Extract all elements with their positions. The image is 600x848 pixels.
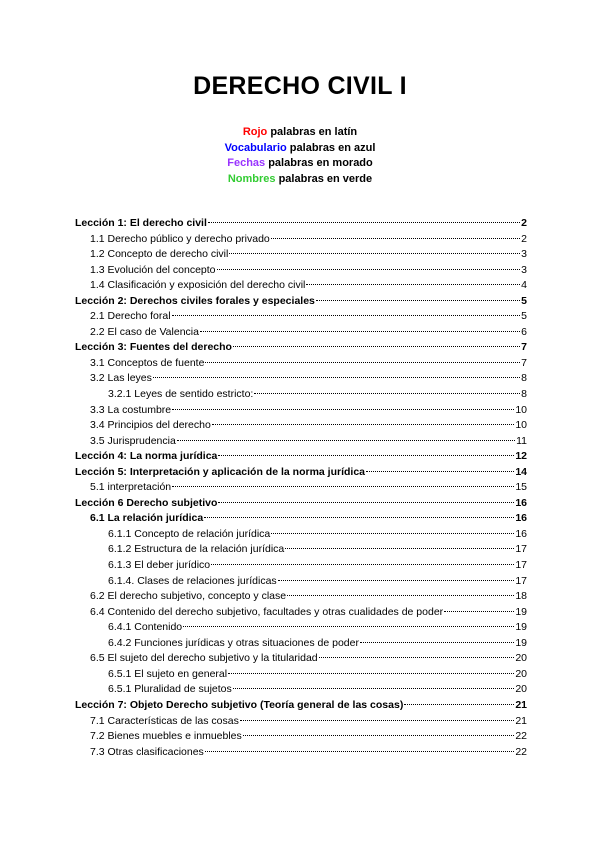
color-legend xyxy=(0,125,600,187)
toc-entry[interactable] xyxy=(75,263,527,279)
toc-leader-dots xyxy=(229,252,520,254)
toc-page-number: 19 xyxy=(515,621,527,634)
toc-page-number: 20 xyxy=(515,683,527,696)
toc-entry[interactable] xyxy=(75,216,527,232)
toc-page-number: 22 xyxy=(515,745,527,758)
toc-page-number: 3 xyxy=(521,263,527,276)
toc-page-number: 17 xyxy=(515,559,527,572)
toc-entry-label: 1.1 Derecho público y derecho privado xyxy=(90,232,270,245)
toc-leader-dots xyxy=(285,547,514,549)
toc-entry[interactable] xyxy=(75,465,527,481)
toc-entry[interactable] xyxy=(75,542,527,558)
toc-entry-label: 6.1 La relación jurídica xyxy=(90,512,204,525)
toc-entry[interactable] xyxy=(75,387,527,403)
toc-page-number: 15 xyxy=(515,481,527,494)
toc-entry[interactable] xyxy=(75,480,527,496)
toc-page-number: 17 xyxy=(515,543,527,556)
toc-entry[interactable] xyxy=(75,714,527,730)
toc-page-number: 19 xyxy=(515,605,527,618)
toc-leader-dots xyxy=(218,454,514,456)
toc-entry-label: 6.1.3 El deber jurídico xyxy=(108,559,211,572)
legend-item-names xyxy=(0,172,600,188)
toc-leader-dots xyxy=(205,361,520,363)
toc-entry-label: Lección 6 Derecho subjetivo xyxy=(75,496,218,509)
table-of-contents xyxy=(75,216,527,760)
toc-entry[interactable] xyxy=(75,294,527,310)
toc-entry[interactable] xyxy=(75,651,527,667)
toc-page-number: 4 xyxy=(521,279,527,292)
legend-key: Nombres xyxy=(227,172,276,185)
toc-entry-label: Lección 5: Interpretación y aplicación de la norma jurídica xyxy=(75,465,366,478)
toc-leader-dots xyxy=(233,345,520,347)
toc-entry-label: 6.2 El derecho subjetivo, concepto y clase xyxy=(90,590,287,603)
legend-key: Vocabulario xyxy=(224,141,287,154)
toc-leader-dots xyxy=(212,423,514,425)
toc-leader-dots xyxy=(204,516,514,518)
toc-entry[interactable] xyxy=(75,403,527,419)
toc-entry-label: 3.4 Principios del derecho xyxy=(90,419,211,432)
toc-page-number: 16 xyxy=(515,512,527,525)
toc-leader-dots xyxy=(271,237,520,239)
toc-entry-label: 1.4 Clasificación y exposición del derecho civil xyxy=(90,279,306,292)
toc-leader-dots xyxy=(319,656,515,658)
toc-leader-dots xyxy=(240,719,514,721)
toc-entry-label: 3.2.1 Leyes de sentido estricto: xyxy=(108,388,254,401)
toc-page-number: 16 xyxy=(515,496,527,509)
toc-page-number: 7 xyxy=(521,341,527,354)
toc-leader-dots xyxy=(218,501,514,503)
toc-page-number: 14 xyxy=(515,465,527,478)
toc-leader-dots xyxy=(360,641,514,643)
toc-leader-dots xyxy=(211,563,514,565)
toc-entry[interactable] xyxy=(75,558,527,574)
toc-entry-label: 3.5 Jurisprudencia xyxy=(90,434,176,447)
toc-entry[interactable] xyxy=(75,620,527,636)
toc-leader-dots xyxy=(153,376,520,378)
legend-text: palabras en latín xyxy=(267,126,358,138)
toc-page-number: 2 xyxy=(521,217,527,229)
toc-entry-label: 6.5.1 El sujeto en general xyxy=(108,667,228,680)
toc-page-number: 21 xyxy=(515,714,527,727)
toc-entry[interactable] xyxy=(75,605,527,621)
toc-leader-dots xyxy=(172,485,514,487)
toc-page-number: 7 xyxy=(521,356,527,369)
toc-leader-dots xyxy=(172,314,521,316)
toc-leader-dots xyxy=(271,532,514,534)
toc-leader-dots xyxy=(243,734,515,736)
legend-text: palabras en verde xyxy=(275,172,373,185)
toc-entry-label: 3.3 La costumbre xyxy=(90,403,172,416)
legend-key: Fechas xyxy=(227,157,266,169)
toc-leader-dots xyxy=(306,283,520,285)
toc-leader-dots xyxy=(278,579,515,581)
legend-text: palabras en morado xyxy=(265,157,373,169)
toc-leader-dots xyxy=(366,470,514,472)
toc-page-number: 6 xyxy=(521,325,527,338)
toc-entry[interactable] xyxy=(75,340,527,356)
toc-page-number: 19 xyxy=(515,636,527,649)
toc-entry[interactable] xyxy=(75,745,527,761)
toc-entry-label: 6.1.4. Clases de relaciones jurídicas xyxy=(108,574,277,587)
toc-leader-dots xyxy=(233,687,515,689)
toc-entry[interactable] xyxy=(75,449,527,465)
toc-entry[interactable] xyxy=(75,496,527,512)
toc-entry[interactable] xyxy=(75,667,527,683)
toc-page-number: 8 xyxy=(521,372,527,385)
toc-entry[interactable] xyxy=(75,574,527,590)
toc-entry-label: 6.1.2 Estructura de la relación jurídica xyxy=(108,543,285,556)
toc-entry-label: Lección 3: Fuentes del derecho xyxy=(75,341,232,354)
toc-page-number: 3 xyxy=(521,248,527,261)
toc-entry[interactable] xyxy=(75,247,527,263)
toc-entry-label: 1.2 Concepto de derecho civil xyxy=(90,248,229,261)
toc-entry[interactable] xyxy=(75,511,527,527)
toc-entry-label: 6.4.1 Contenido xyxy=(108,621,183,634)
toc-entry[interactable] xyxy=(75,325,527,341)
toc-page-number: 20 xyxy=(515,667,527,680)
toc-entry-label: 3.1 Conceptos de fuente xyxy=(90,356,205,369)
toc-entry[interactable] xyxy=(75,356,527,372)
toc-entry-label: 7.2 Bienes muebles e inmuebles xyxy=(90,730,242,743)
toc-page-number: 5 xyxy=(521,310,527,323)
toc-entry-label: Lección 7: Objeto Derecho subjetivo (Teoría general de las cosas) xyxy=(75,698,404,711)
toc-page-number: 10 xyxy=(515,419,527,432)
toc-entry[interactable] xyxy=(75,418,527,434)
toc-leader-dots xyxy=(208,221,520,223)
toc-entry-label: 3.2 Las leyes xyxy=(90,372,152,385)
toc-leader-dots xyxy=(316,299,520,301)
toc-leader-dots xyxy=(444,610,514,612)
toc-leader-dots xyxy=(205,750,515,752)
toc-page-number: 21 xyxy=(515,698,527,711)
toc-entry[interactable] xyxy=(75,434,527,450)
toc-page-number: 16 xyxy=(515,527,527,540)
toc-entry-label: 1.3 Evolución del concepto xyxy=(90,263,216,276)
legend-key: Rojo xyxy=(242,126,268,138)
toc-leader-dots xyxy=(287,594,514,596)
toc-leader-dots xyxy=(172,408,514,410)
toc-entry-label: 2.2 El caso de Valencia xyxy=(90,325,199,338)
toc-page-number: 17 xyxy=(515,574,527,587)
toc-entry-label: 7.3 Otras clasificaciones xyxy=(90,745,204,758)
toc-page-number: 12 xyxy=(515,450,527,463)
toc-entry[interactable] xyxy=(75,589,527,605)
toc-page-number: 18 xyxy=(515,590,527,603)
toc-entry[interactable] xyxy=(75,729,527,745)
toc-entry[interactable] xyxy=(75,636,527,652)
toc-entry-label: 6.5 El sujeto del derecho subjetivo y la titularidad xyxy=(90,652,318,665)
toc-page-number: 8 xyxy=(521,388,527,401)
toc-entry-label: Lección 2: Derechos civiles forales y especiales xyxy=(75,294,315,307)
toc-leader-dots xyxy=(404,703,514,705)
toc-entry-label: 6.5.1 Pluralidad de sujetos xyxy=(108,683,232,696)
toc-leader-dots xyxy=(200,330,520,332)
toc-leader-dots xyxy=(217,268,521,270)
toc-page-number: 22 xyxy=(515,730,527,743)
legend-item-vocabulary xyxy=(0,141,600,157)
toc-entry[interactable] xyxy=(75,682,527,698)
toc-leader-dots xyxy=(183,625,514,627)
toc-entry[interactable] xyxy=(75,371,527,387)
toc-entry-label: 6.4 Contenido del derecho subjetivo, facultades y otras cualidades de poder xyxy=(90,605,444,618)
toc-entry-label: 7.1 Características de las cosas xyxy=(90,714,239,727)
toc-page-number: 5 xyxy=(521,294,527,307)
toc-entry[interactable] xyxy=(75,309,527,325)
toc-entry[interactable] xyxy=(75,698,527,714)
toc-entry[interactable] xyxy=(75,278,527,294)
toc-entry-label: 6.1.1 Concepto de relación jurídica xyxy=(108,527,271,540)
legend-item-dates xyxy=(0,156,600,172)
toc-page-number: 11 xyxy=(516,434,527,447)
toc-entry[interactable] xyxy=(75,527,527,543)
toc-entry-label: 5.1 interpretación xyxy=(90,481,172,494)
page-title: DERECHO CIVIL I xyxy=(193,72,407,100)
legend-text: palabras en azul xyxy=(286,141,376,154)
toc-page-number: 10 xyxy=(515,403,527,416)
toc-leader-dots xyxy=(254,392,520,394)
toc-page-number: 20 xyxy=(515,652,527,665)
toc-entry-label: 2.1 Derecho foral xyxy=(90,310,171,323)
toc-entry[interactable] xyxy=(75,232,527,248)
toc-page-number: 2 xyxy=(521,232,527,245)
toc-entry-label: 6.4.2 Funciones jurídicas y otras situaciones de poder xyxy=(108,636,359,649)
toc-entry-label: Lección 1: El derecho civil xyxy=(75,217,207,229)
legend-item-latin xyxy=(0,125,600,141)
toc-leader-dots xyxy=(177,439,515,441)
toc-leader-dots xyxy=(228,672,514,674)
toc-entry-label: Lección 4: La norma jurídica xyxy=(75,450,218,463)
